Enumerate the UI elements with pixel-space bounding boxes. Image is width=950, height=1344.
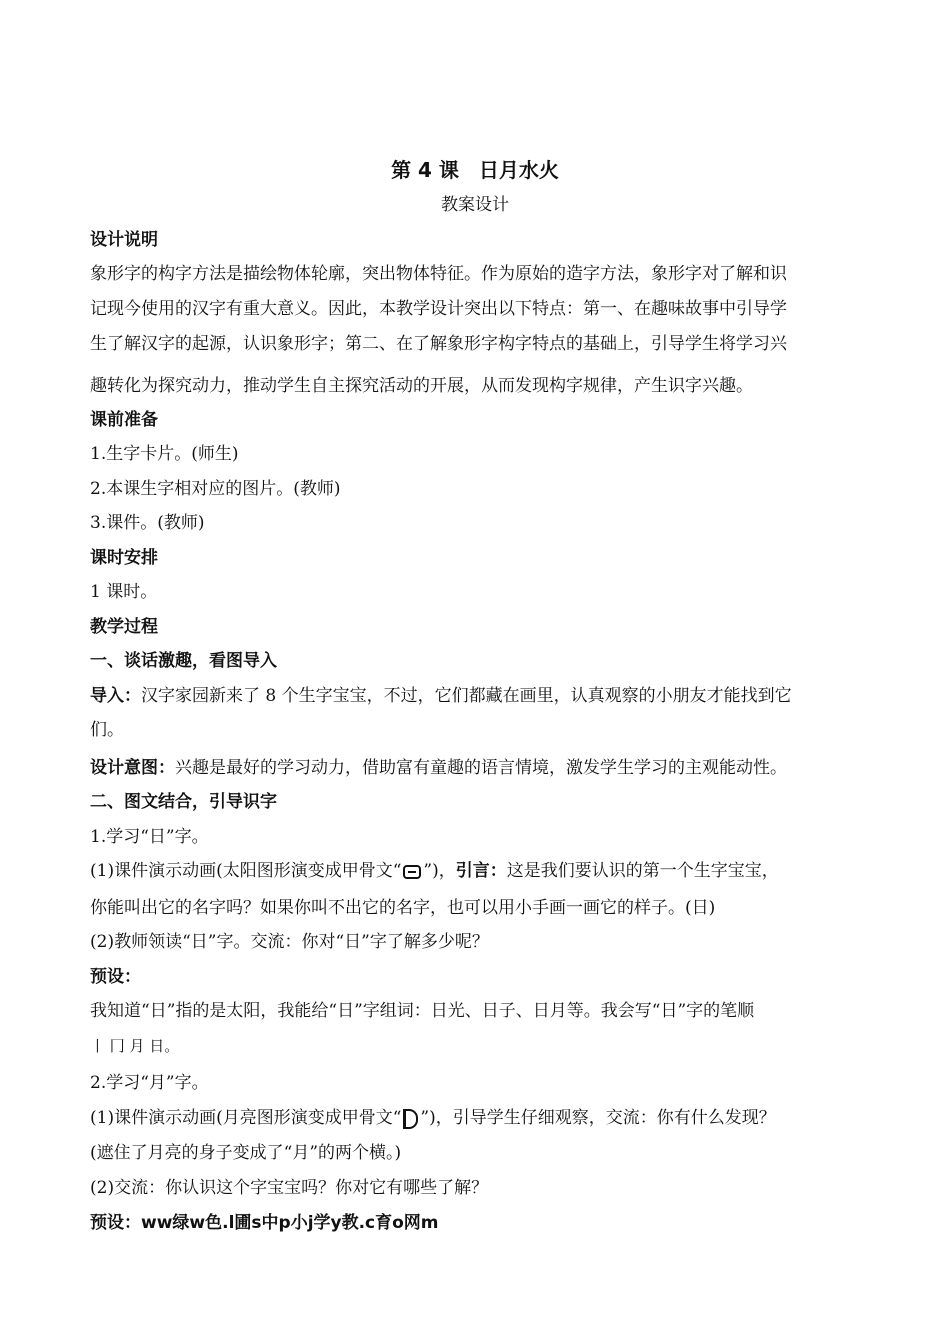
intent-line [90,756,865,780]
lesson-subtitle: 教案设计 [441,195,509,215]
yue-step2: (2)交流：你认识这个字宝宝吗？你对它有哪些了解？ [90,1178,489,1198]
ri-step1-text-c: 这是我们要认识的第一个生字宝宝， [506,861,779,881]
ri-step1-text-b: ”)， [423,861,456,881]
design-note-line-4: 趣转化为探究动力，推动学生自主探究活动的开展，从而发现构字规律，产生识字兴趣。 [90,376,753,396]
ri-step1-label: 引言： [455,861,507,881]
intent-text: 兴趣是最好的学习动力，借助富有童趣的语言情境，激发学生学习的主观能动性。 [175,758,787,778]
ri-stroke-order: 丨 冂 月 日。 [90,1037,180,1055]
lesson-title: 第 4 课 日月水火 [391,158,559,182]
ri-step2: (2)教师领读“日”字。交流：你对“日”字了解多少呢？ [90,932,489,952]
design-note-line-2: 记现今使用的汉字有重大意义。因此，本教学设计突出以下特点：第一、在趣味故事中引导学 [90,299,787,319]
ri-step1-line-1 [90,859,865,883]
intent-label: 设计意图： [90,758,175,778]
schedule-text: 1 课时。 [90,582,158,602]
oracle-moon-icon [403,1109,418,1129]
intro-line-1 [90,684,865,708]
yue-step1-text-a: (1)课件演示动画(月亮图形演变成甲骨文“ [90,1108,402,1128]
intro-label: 导入： [90,686,141,706]
prep-item-1: 1.生字卡片。(师生) [90,444,239,464]
yue-preset-label: 预设： [90,1213,141,1233]
design-note-heading: 设计说明 [90,230,158,250]
ri-preset-line-1: 我知道“日”指的是太阳，我能给“日”字组词：日光、日子、日月等。我会写“日”字的笔顺 [90,1001,755,1021]
yue-step1-line-1 [90,1106,865,1130]
yue-preset-line [90,1211,865,1235]
prep-item-2: 2.本课生字相对应的图片。(教师) [90,479,341,499]
yue-preset-text: ww绿w色.l圃s中p小j学y教.c育o网m [141,1213,439,1233]
design-note-line-3: 生了解汉字的起源，认识象形字；第二、在了解象形字构字特点的基础上，引导学生将学习兴 [90,334,787,354]
prep-item-3: 3.课件。(教师) [90,513,205,533]
part2-heading: 二、图文结合，引导识字 [90,792,277,812]
yue-title: 2.学习“月”字。 [90,1073,209,1093]
ri-title: 1.学习“日”字。 [90,827,209,847]
ri-preset-label: 预设： [90,967,141,987]
ri-step1-line-2: 你能叫出它的名字吗？如果你叫不出它的名字，也可以用小手画一画它的样子。(日) [90,898,716,918]
part1-heading: 一、谈话激趣，看图导入 [90,651,277,671]
oracle-sun-icon [403,865,421,879]
schedule-heading: 课时安排 [90,548,158,568]
intro-line-2: 们。 [90,720,124,740]
yue-step1-text-b: ”)，引导学生仔细观察，交流：你有什么发现？ [420,1108,776,1128]
design-note-line-1: 象形字的构字方法是描绘物体轮廓，突出物体特征。作为原始的造字方法，象形字对了解和识 [90,264,787,284]
yue-step1-line-2: (遮住了月亮的身子变成了“月”的两个横。) [90,1143,402,1163]
intro-text-1: 汉字家园新来了 8 个生字宝宝，不过，它们都藏在画里，认真观察的小朋友才能找到它 [141,686,792,706]
prep-heading: 课前准备 [90,410,158,430]
process-heading: 教学过程 [90,617,158,637]
ri-step1-text-a: (1)课件演示动画(太阳图形演变成甲骨文“ [90,861,402,881]
